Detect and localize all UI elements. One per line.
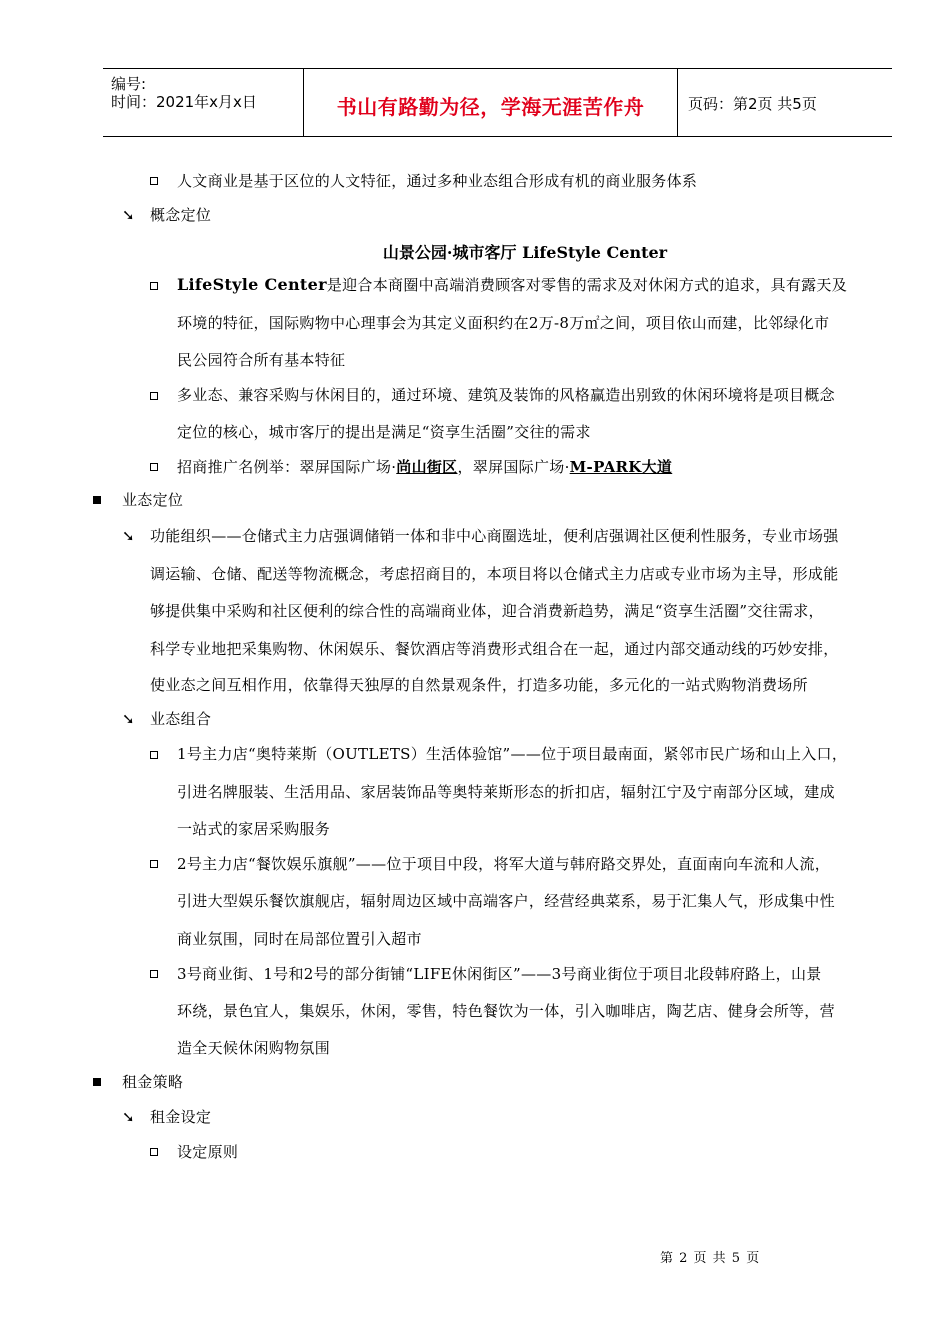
paragraph: 商业氛围，同时在局部位置引入超市 xyxy=(177,930,422,948)
header-page-cell xyxy=(678,69,892,136)
paragraph: 民公园符合所有基本特征 xyxy=(177,351,346,369)
subheading-concept: 概念定位 xyxy=(150,206,212,224)
paragraph: 调运输、仓储、配送等物流概念，考虑招商目的，本项目将以仓储式主力店或专业市场为主导，形成能 xyxy=(150,565,839,583)
square-bullet-icon xyxy=(150,463,158,471)
paragraph: 多业态、兼容采购与休闲目的，通过环境、建筑及装饰的风格赢造出别致的休闲环境将是项目概念 xyxy=(177,386,835,404)
paragraph: 环境的特征，国际购物中心理事会为其定义面积约在2万-8万㎡之间，项目依山而建，比邻绿化市 xyxy=(177,314,830,332)
lifestyle-term: LifeStyle Center xyxy=(177,275,327,294)
square-bullet-icon xyxy=(150,282,158,290)
paragraph: 设定原则 xyxy=(177,1143,239,1161)
heading-format: 业态定位 xyxy=(122,491,184,509)
solid-bullet-icon xyxy=(93,1078,101,1086)
arrow-bullet-icon: ➘ xyxy=(122,710,135,728)
paragraph: 一站式的家居采购服务 xyxy=(177,820,331,838)
link-shangshan[interactable]: 尚山街区 xyxy=(396,458,458,476)
paragraph: 环绕，景色宜人，集娱乐，休闲，零售，特色餐饮为一体，引入咖啡店，陶艺店、健身会所等，营 xyxy=(177,1002,835,1020)
motto: 书山有路勤为径，学海无涯苦作舟 xyxy=(336,95,645,119)
heading-rent: 租金策略 xyxy=(122,1073,184,1091)
paragraph: 人文商业是基于区位的人文特征，通过多种业态组合形成有机的商业服务体系 xyxy=(177,172,698,190)
page-footer: 第 2 页 共 5 页 xyxy=(660,1251,761,1266)
subheading-combo: 业态组合 xyxy=(150,710,212,728)
paragraph: 功能组织——仓储式主力店强调储销一体和非中心商圈选址，便利店强调社区便利性服务，专业市场强 xyxy=(150,527,839,545)
number-label: 编号: xyxy=(111,75,147,93)
paragraph: 造全天候休闲购物氛围 xyxy=(177,1039,331,1057)
concept-title: 山景公园·城市客厅 LifeStyle Center xyxy=(382,243,668,262)
paragraph-text: ，翠屏国际广场· xyxy=(457,458,570,476)
paragraph-text: 是迎合本商圈中高端消费顾客对零售的需求及对休闲方式的追求，具有露天及 xyxy=(326,276,848,294)
paragraph: 1号主力店“奥特莱斯（OUTLETS）生活体验馆”——位于项目最南面，紧邻市民广场和山上入口， xyxy=(177,745,848,763)
arrow-bullet-icon: ➘ xyxy=(122,527,135,545)
square-bullet-icon xyxy=(150,392,158,400)
paragraph: 2号主力店“餐饮娱乐旗舰”——位于项目中段，将军大道与韩府路交界处，直面南向车流和人流， xyxy=(177,855,831,873)
arrow-bullet-icon: ➘ xyxy=(122,1108,135,1126)
header-meta xyxy=(103,69,304,136)
paragraph: 使业态之间互相作用，依靠得天独厚的自然景观条件，打造多功能，多元化的一站式购物消费场所 xyxy=(150,676,808,694)
header-motto-cell xyxy=(304,69,678,136)
paragraph: 科学专业地把采集购物、休闲娱乐、餐饮酒店等消费形式组合在一起，通过内部交通动线的巧妙安排， xyxy=(150,640,839,658)
solid-bullet-icon xyxy=(93,496,101,504)
time-label: 时间：2021年x月x日 xyxy=(111,93,257,111)
arrow-bullet-icon: ➘ xyxy=(122,206,135,224)
square-bullet-icon xyxy=(150,751,158,759)
paragraph: 定位的核心，城市客厅的提出是满足“资享生活圈”交往的需求 xyxy=(177,423,591,441)
paragraph xyxy=(177,275,847,295)
paragraph: 3号商业街、1号和2号的部分街铺“LIFE休闲街区”——3号商业街位于项目北段韩府路上，山景 xyxy=(177,965,822,983)
paragraph: 引进大型娱乐餐饮旗舰店，辐射周边区域中高端客户，经营经典菜系，易于汇集人气，形成集中性 xyxy=(177,892,835,910)
paragraph: 够提供集中采购和社区便利的综合性的高端商业体，迎合消费新趋势，满足“资享生活圈”交往需求， xyxy=(150,602,824,620)
paragraph-text: 招商推广名例举：翠屏国际广场· xyxy=(177,458,397,476)
square-bullet-icon xyxy=(150,1148,158,1156)
square-bullet-icon xyxy=(150,177,158,185)
page-info: 页码：第2页 共5页 xyxy=(688,95,817,113)
subheading-rent-set: 租金设定 xyxy=(150,1108,212,1126)
paragraph xyxy=(177,457,672,477)
page-header xyxy=(103,68,892,137)
link-mpark[interactable]: M-PARK大道 xyxy=(569,458,673,476)
square-bullet-icon xyxy=(150,970,158,978)
square-bullet-icon xyxy=(150,860,158,868)
paragraph: 引进名牌服装、生活用品、家居装饰品等奥特莱斯形态的折扣店，辐射江宁及宁南部分区域，建成 xyxy=(177,783,835,801)
